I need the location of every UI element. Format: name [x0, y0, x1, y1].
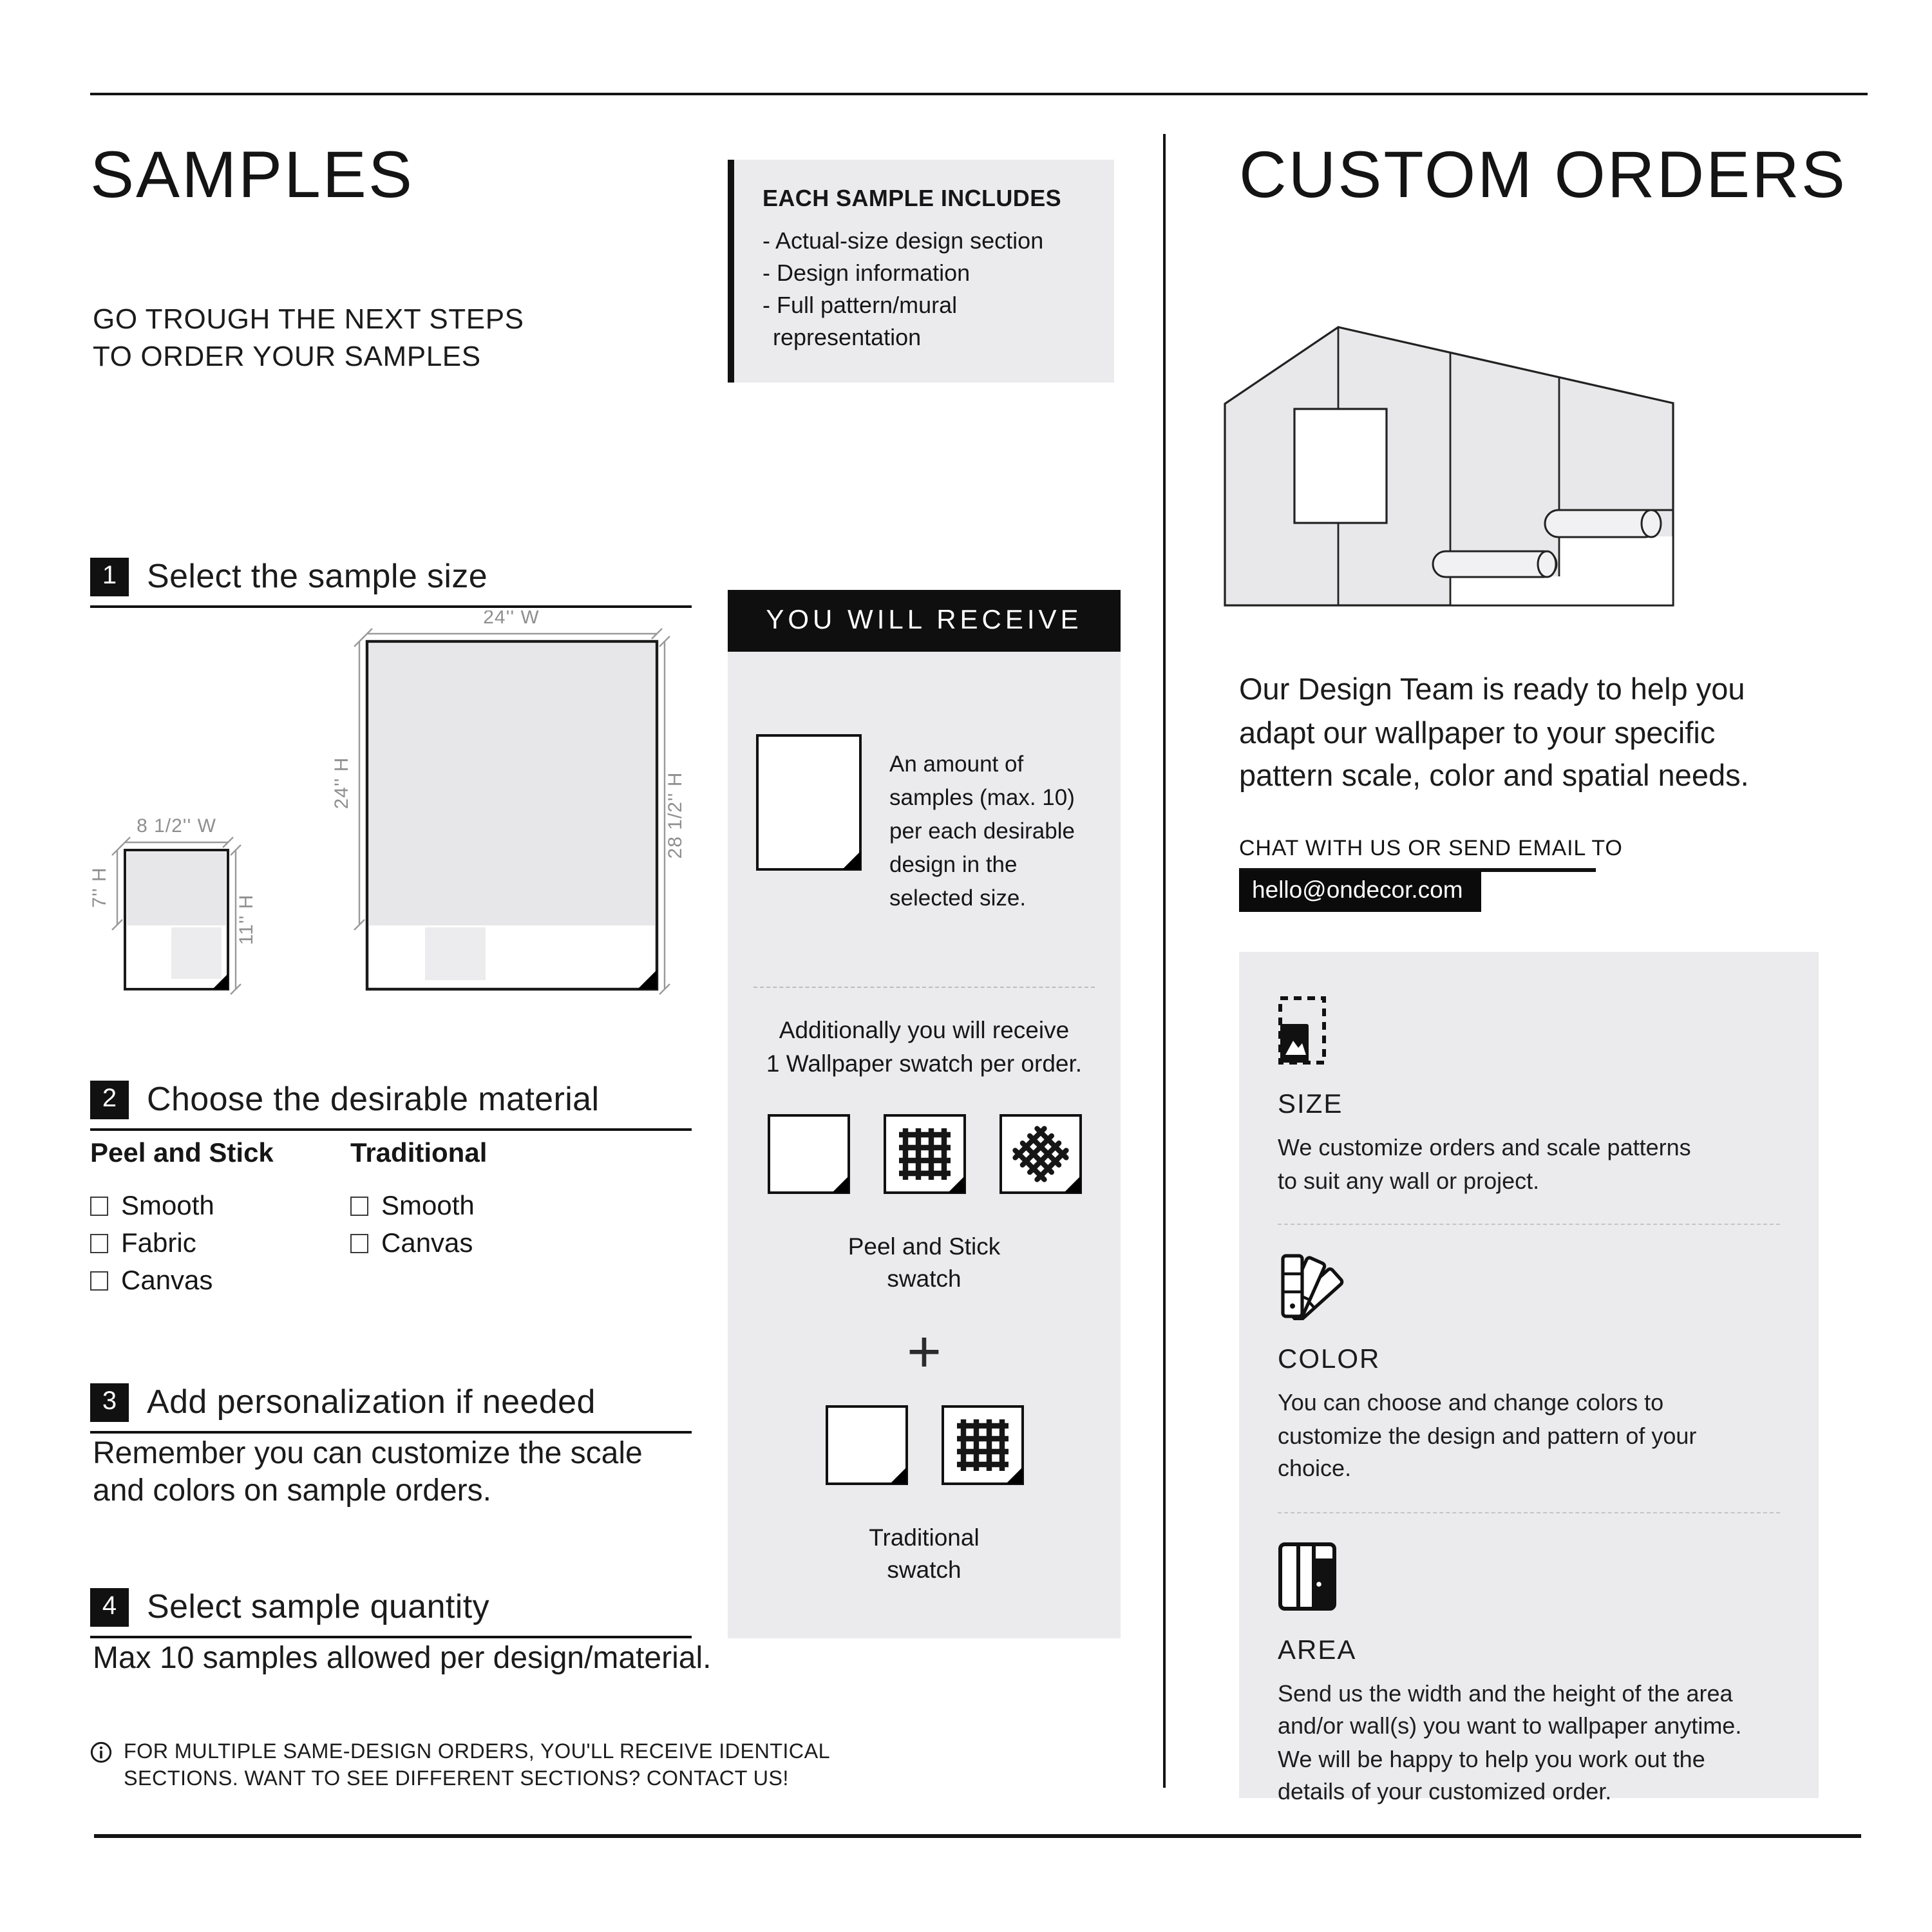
note-line: SECTIONS. WANT TO SEE DIFFERENT SECTIONS? CONTACT US!	[124, 1766, 789, 1790]
folded-corner-icon	[831, 1176, 848, 1193]
step-number-badge: 3	[90, 1383, 129, 1421]
blank-swatch-icon	[767, 1114, 849, 1194]
includes-item: - Full pattern/mural	[762, 292, 958, 318]
materials-section	[90, 1139, 696, 1306]
feature-line: Send us the width and the height of the area	[1278, 1680, 1733, 1706]
blank-swatch-icon	[825, 1405, 907, 1485]
dashed-divider	[753, 987, 1095, 988]
dim-label-large-height-left: 24'' H	[331, 757, 352, 810]
chat-with-us-label: CHAT WITH US OR SEND EMAIL TO	[1239, 836, 1623, 860]
email-link[interactable]: hello@ondecor.com	[1239, 871, 1481, 912]
large-sheet-thumbnail	[425, 927, 486, 980]
option-label: Smooth	[121, 1191, 214, 1220]
material-option-smooth	[90, 1188, 274, 1225]
peel-swatch-label	[848, 1230, 1001, 1294]
text-line: samples (max. 10)	[889, 784, 1075, 810]
text-line: design in the	[889, 851, 1018, 877]
custom-order-features-box	[1239, 952, 1819, 1804]
material-option-smooth	[350, 1188, 487, 1225]
label-line: swatch	[887, 1556, 961, 1583]
text-line: and colors on sample orders.	[93, 1473, 491, 1508]
note-line: FOR MULTIPLE SAME-DESIGN ORDERS, YOU'LL RECEIVE IDENTICAL	[124, 1740, 830, 1763]
large-sheet-design-area	[369, 643, 655, 925]
dashed-divider	[1278, 1511, 1780, 1513]
you-will-receive-box	[728, 652, 1121, 1638]
label-line: Peel and Stick	[848, 1233, 1001, 1260]
wallpaper-roll	[1433, 551, 1557, 577]
feature-line: and/or wall(s) you want to wallpaper anytime.	[1278, 1713, 1742, 1739]
folded-corner-icon	[1005, 1467, 1022, 1484]
wall-door-icon	[1278, 1541, 1337, 1611]
feature-line: We customize orders and scale patterns	[1278, 1135, 1691, 1160]
dim-label-small-height-left: 7'' H	[89, 867, 110, 908]
custom-orders-title: CUSTOM ORDERS	[1239, 138, 1847, 211]
text-line: adapt our wallpaper to your specific	[1239, 715, 1716, 749]
traditional-swatches	[825, 1405, 1023, 1485]
grid-swatch-icon	[883, 1114, 965, 1194]
label-line: swatch	[887, 1265, 961, 1292]
material-column-title: Peel and Stick	[90, 1139, 274, 1168]
sample-size-diagram	[80, 611, 692, 997]
step-4-text: Max 10 samples allowed per design/material.	[93, 1641, 712, 1676]
small-sheet-design-area	[127, 852, 226, 925]
design-team-intro	[1239, 668, 1749, 798]
peel-and-stick-swatches	[767, 1114, 1081, 1194]
step-2-header	[90, 1079, 692, 1131]
dim-label-small-width: 8 1/2'' W	[137, 815, 216, 837]
step-3-text	[93, 1436, 643, 1510]
step-title: Add personalization if needed	[147, 1382, 596, 1421]
step-title: Select sample quantity	[147, 1587, 489, 1625]
window	[1294, 409, 1387, 523]
sample-amount-row	[755, 734, 1093, 914]
text-line: Our Design Team is ready to help you	[1239, 672, 1745, 706]
includes-item: representation	[773, 325, 922, 350]
option-label: Canvas	[121, 1265, 213, 1295]
you-will-receive-header	[728, 590, 1121, 652]
option-label: Canvas	[381, 1228, 473, 1258]
feature-line: to suit any wall or project.	[1278, 1168, 1540, 1193]
intro-line: TO ORDER YOUR SAMPLES	[93, 340, 481, 372]
material-option-fabric	[90, 1225, 274, 1262]
lattice-pattern	[1010, 1124, 1070, 1184]
feature-line: customize the design and pattern of your	[1278, 1423, 1697, 1448]
includes-item: - Actual-size design section	[762, 228, 1044, 254]
material-option-canvas	[90, 1262, 274, 1300]
column-divider	[1163, 134, 1165, 1788]
feature-title: COLOR	[1278, 1345, 1381, 1374]
material-option-canvas	[350, 1225, 487, 1262]
includes-item: - Design information	[762, 260, 971, 286]
each-sample-includes-box	[728, 160, 1114, 383]
samples-intro	[93, 300, 524, 375]
peel-and-stick-column	[90, 1139, 274, 1300]
checkbox[interactable]	[90, 1271, 108, 1291]
text-line: selected size.	[889, 885, 1027, 911]
top-rule	[90, 93, 1868, 95]
text-line: Remember you can customize the scale	[93, 1436, 643, 1471]
feature-line: We will be happy to help you work out the	[1278, 1746, 1705, 1772]
folded-corner-icon	[889, 1467, 906, 1484]
step-1-header	[90, 556, 692, 608]
includes-title: EACH SAMPLE INCLUDES	[762, 185, 1062, 211]
intro-line: GO TROUGH THE NEXT STEPS	[93, 303, 524, 335]
dim-label-small-height-right: 11'' H	[236, 894, 257, 945]
additional-swatch-text	[766, 1014, 1082, 1081]
text-line: per each desirable	[889, 818, 1075, 844]
dim-label-large-height-right: 28 1/2'' H	[665, 772, 686, 859]
unpapered-area	[1452, 576, 1672, 605]
step-number-badge: 1	[90, 557, 129, 596]
folded-corner-icon	[842, 851, 860, 869]
info-icon	[90, 1741, 112, 1763]
folded-corner-icon	[1063, 1176, 1080, 1193]
grid-pattern	[954, 1417, 1010, 1473]
you-will-receive-label: YOU WILL RECEIVE	[766, 605, 1083, 635]
traditional-column	[350, 1139, 487, 1262]
step-3-header	[90, 1382, 692, 1434]
text-line: An amount of	[889, 751, 1024, 777]
grid-pattern	[896, 1126, 952, 1182]
material-column-title: Traditional	[350, 1139, 488, 1168]
crop-image-icon	[1278, 996, 1327, 1065]
lattice-swatch-icon	[999, 1114, 1081, 1194]
step-4-header	[90, 1587, 692, 1638]
label-line: Traditional	[869, 1524, 980, 1551]
folded-corner-icon	[947, 1176, 964, 1193]
checkbox[interactable]	[350, 1234, 368, 1253]
feature-color	[1278, 1253, 1780, 1486]
dashed-divider	[1278, 1224, 1780, 1225]
house-diagram	[1224, 322, 1677, 611]
text-line: Additionally you will receive	[779, 1016, 1070, 1043]
info-note	[90, 1739, 830, 1792]
plus-sign: +	[907, 1318, 942, 1385]
grid-swatch-icon	[941, 1405, 1023, 1485]
feature-size	[1278, 996, 1780, 1198]
small-sheet-thumbnail	[171, 927, 222, 979]
checkbox[interactable]	[90, 1234, 108, 1253]
feature-line: details of your customized order.	[1278, 1779, 1612, 1804]
samples-title: SAMPLES	[90, 138, 414, 211]
step-number-badge: 4	[90, 1587, 129, 1626]
step-title: Select the sample size	[147, 556, 488, 595]
feature-area	[1278, 1541, 1780, 1809]
traditional-swatch-label	[869, 1521, 979, 1586]
wallpaper-roll	[1545, 510, 1673, 537]
feature-line: choice.	[1278, 1455, 1352, 1481]
dim-label-large-width: 24'' W	[483, 611, 540, 628]
feature-title: AREA	[1278, 1635, 1357, 1665]
text-line: 1 Wallpaper swatch per order.	[766, 1050, 1083, 1077]
sample-amount-text	[889, 734, 1075, 914]
step-number-badge: 2	[90, 1080, 129, 1119]
color-swatches-icon	[1278, 1253, 1345, 1320]
feature-line: You can choose and change colors to	[1278, 1390, 1664, 1416]
option-label: Fabric	[121, 1228, 196, 1258]
option-label: Smooth	[381, 1191, 475, 1220]
sample-sheet-icon	[755, 734, 861, 871]
text-line: pattern scale, color and spatial needs.	[1239, 759, 1749, 792]
checkbox[interactable]	[90, 1197, 108, 1216]
feature-title: SIZE	[1278, 1090, 1343, 1119]
checkbox[interactable]	[350, 1197, 368, 1216]
bottom-rule	[94, 1834, 1861, 1837]
step-title: Choose the desirable material	[147, 1079, 600, 1118]
